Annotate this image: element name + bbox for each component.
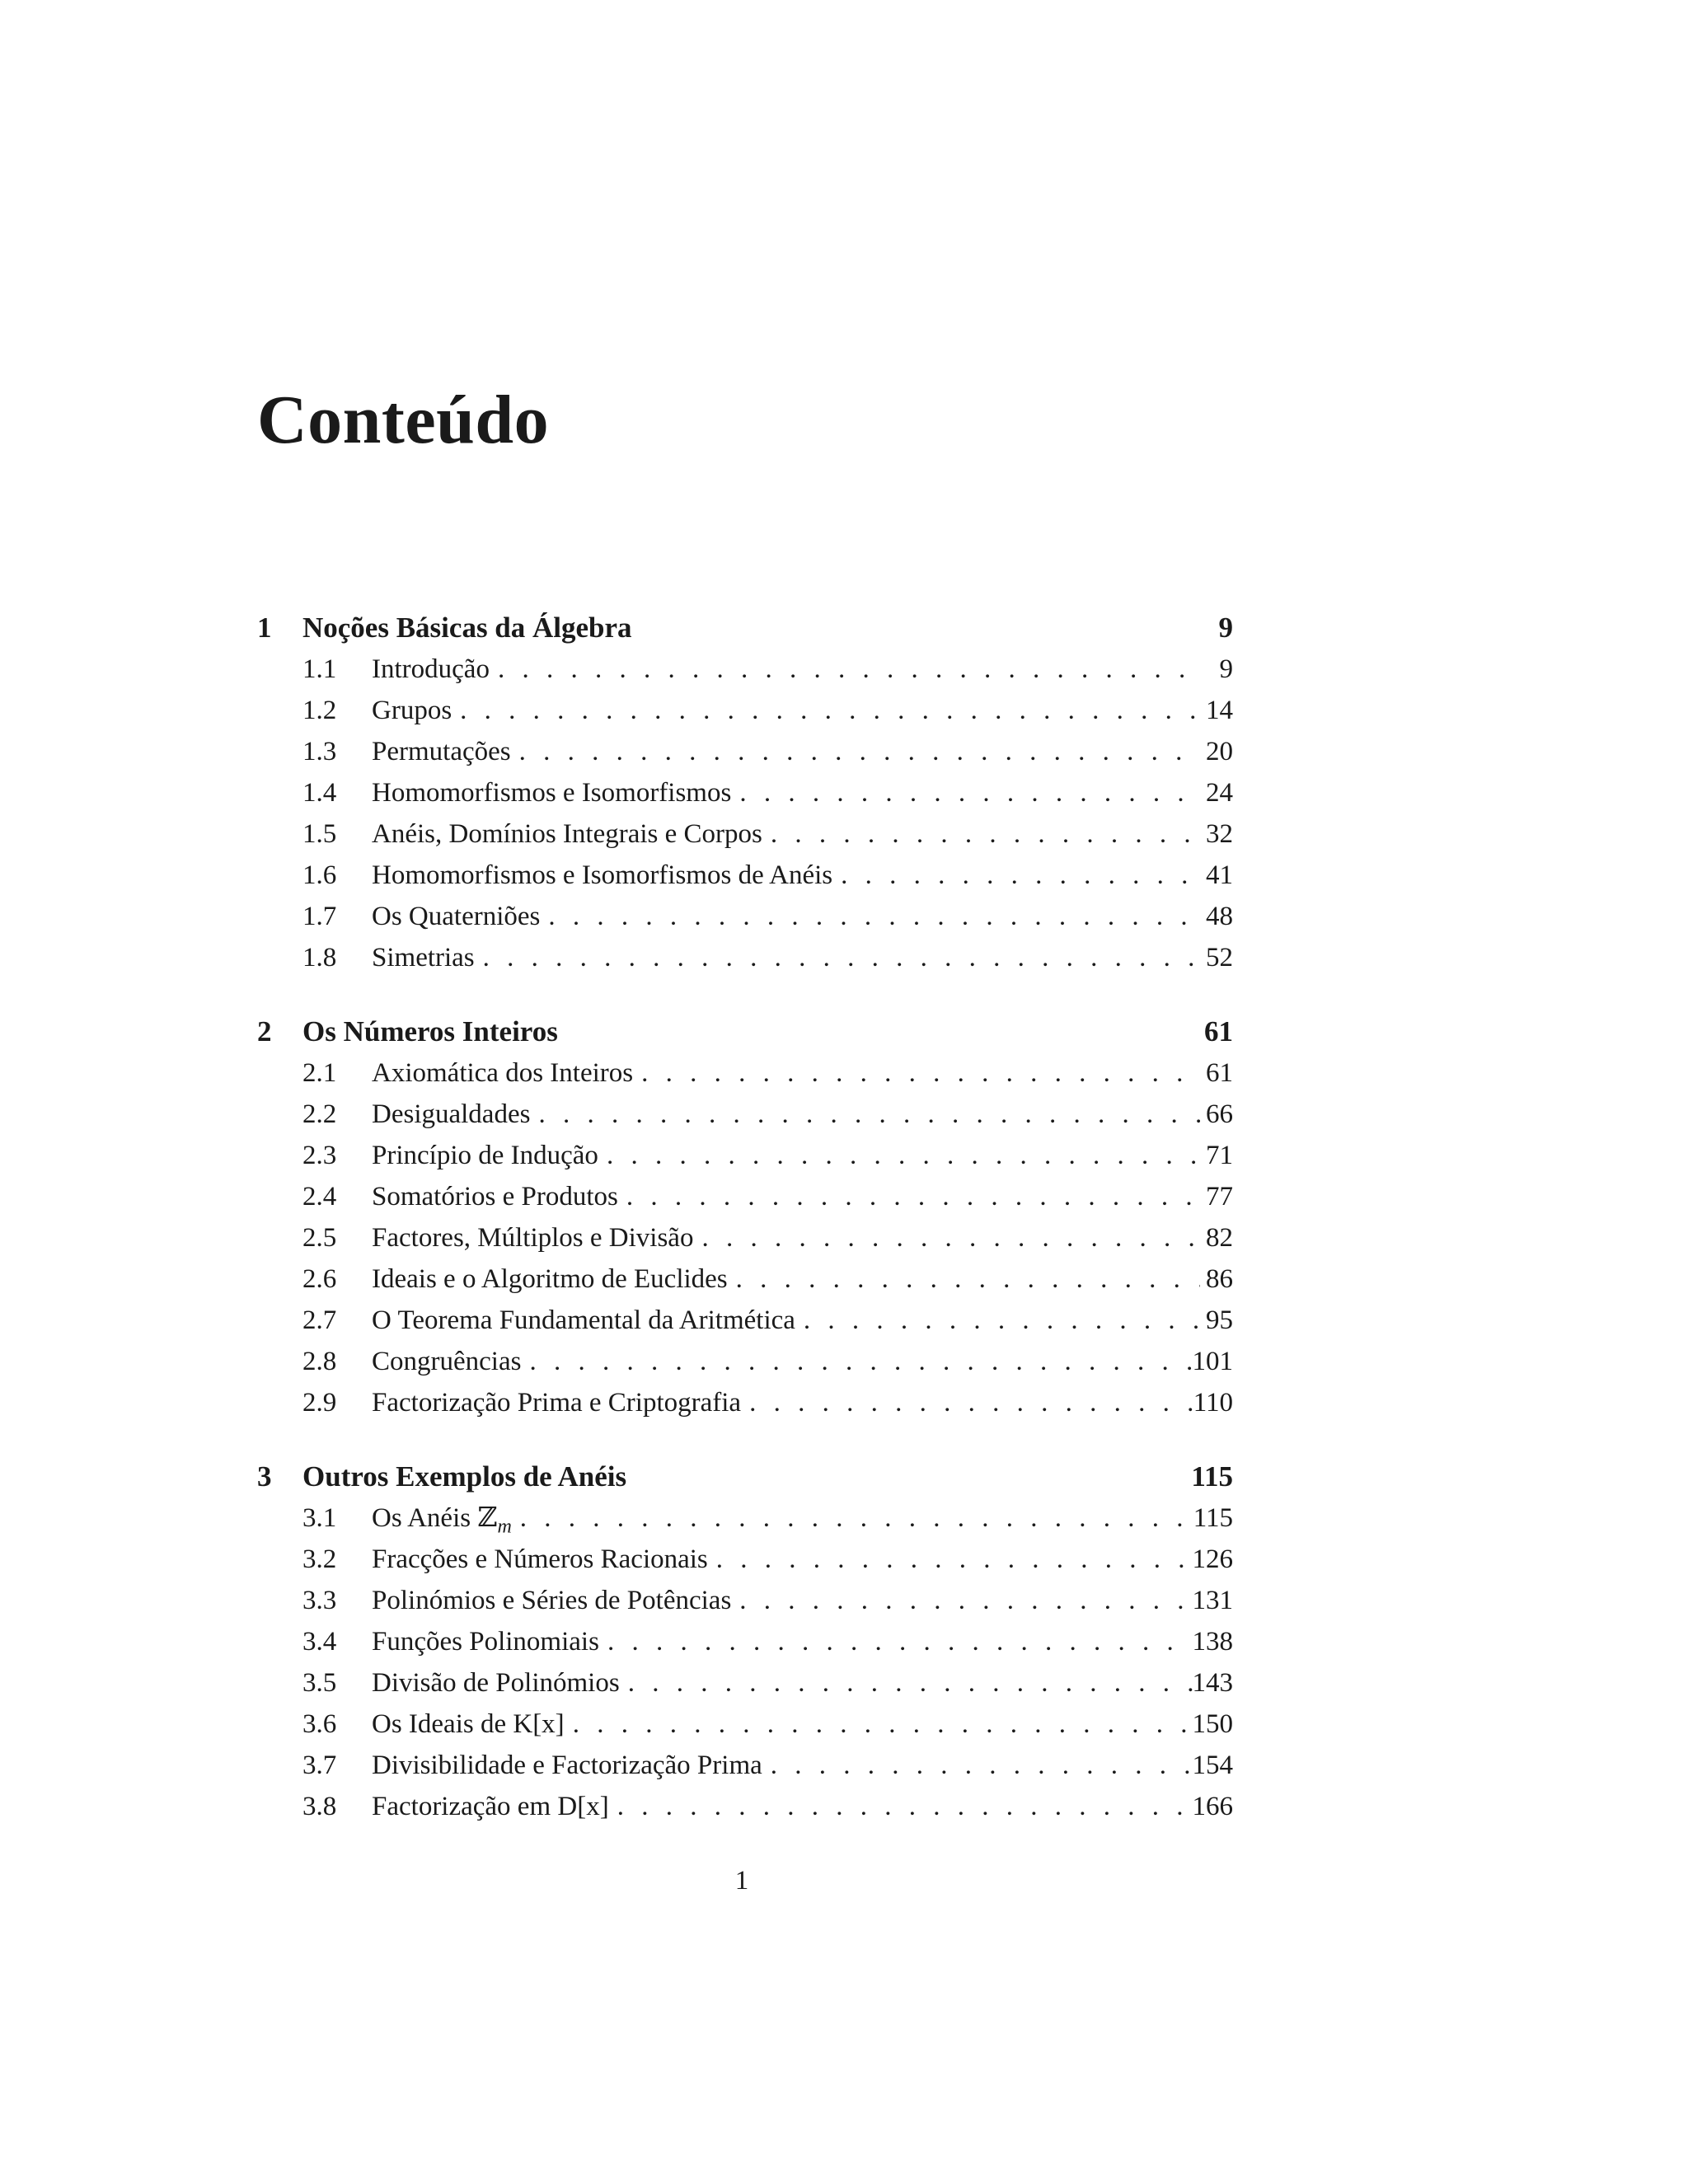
section-title: Os Ideais de K[x]	[372, 1709, 565, 1739]
section-number: 2.5	[302, 1223, 337, 1253]
toc-section-entry[interactable]	[302, 1497, 1233, 1539]
dot-leader	[607, 1135, 1200, 1176]
section-title: Grupos	[372, 696, 452, 725]
dot-leader	[641, 1052, 1200, 1094]
toc-section-entry[interactable]	[302, 1135, 1233, 1176]
section-page: 24	[1206, 778, 1233, 808]
section-title: Funções Polinomiais	[372, 1627, 599, 1657]
dot-leader	[498, 649, 1200, 690]
toc-section-entry[interactable]	[302, 1539, 1233, 1580]
toc-section-entry[interactable]	[302, 1258, 1233, 1300]
chapter-page: 9	[1218, 612, 1233, 644]
section-number: 2.3	[302, 1141, 337, 1170]
section-title: Introdução	[372, 654, 490, 684]
toc-section-entry[interactable]	[302, 896, 1233, 937]
chapter-title: Noções Básicas da Álgebra	[302, 612, 632, 644]
section-title: Divisão de Polinómios	[372, 1668, 620, 1698]
section-page: 82	[1206, 1223, 1233, 1253]
section-title: Somatórios e Produtos	[372, 1182, 618, 1212]
dot-leader	[607, 1621, 1193, 1662]
toc-section-entry[interactable]	[302, 1217, 1233, 1258]
section-number: 3.5	[302, 1668, 337, 1698]
chapter-number: 3	[257, 1460, 272, 1493]
section-number: 3.3	[302, 1586, 337, 1615]
section-title: Ideais e o Algoritmo de Euclides	[372, 1264, 728, 1294]
section-page: 9	[1219, 654, 1233, 684]
section-title: Desigualdades	[372, 1099, 531, 1129]
section-title: Factorização em D[x]	[372, 1792, 609, 1821]
toc-section-entry[interactable]	[302, 1662, 1233, 1704]
dot-leader	[460, 690, 1200, 731]
section-number: 1.3	[302, 737, 337, 766]
toc-section-entry[interactable]	[302, 1300, 1233, 1341]
section-title: Axiomática dos Inteiros	[372, 1058, 634, 1088]
dot-leader	[701, 1217, 1200, 1258]
section-number: 1.2	[302, 696, 337, 725]
section-page: 66	[1206, 1099, 1233, 1129]
section-page: 61	[1206, 1058, 1233, 1088]
section-number: 1.7	[302, 902, 337, 931]
dot-leader	[771, 813, 1200, 855]
dot-leader	[716, 1539, 1193, 1580]
dot-leader	[617, 1786, 1193, 1827]
section-page: 77	[1206, 1182, 1233, 1212]
section-title: Factorização Prima e Criptografia	[372, 1388, 742, 1418]
section-page: 86	[1206, 1264, 1233, 1294]
section-title: Congruências	[372, 1347, 522, 1376]
section-page: 131	[1192, 1586, 1233, 1615]
section-title-text: Os Anéis ℤ	[372, 1503, 498, 1533]
section-title: Permutações	[372, 737, 511, 766]
section-page: 138	[1192, 1627, 1233, 1657]
toc-section-entry[interactable]	[302, 1704, 1233, 1745]
toc-section-entry[interactable]	[302, 772, 1233, 813]
subscript: m	[497, 1516, 512, 1538]
toc-section-entry[interactable]	[302, 813, 1233, 855]
section-page: 126	[1192, 1544, 1233, 1574]
toc-section-entry[interactable]	[302, 1786, 1233, 1827]
chapter-title: Os Números Inteiros	[302, 1015, 558, 1047]
section-page: 166	[1192, 1792, 1233, 1821]
section-number: 1.4	[302, 778, 337, 808]
section-number: 2.9	[302, 1388, 337, 1418]
dot-leader	[483, 937, 1200, 978]
toc-section-entry[interactable]	[302, 690, 1233, 731]
dot-leader	[749, 1382, 1193, 1423]
toc-section-entry[interactable]	[302, 1052, 1233, 1094]
section-page: 150	[1192, 1709, 1233, 1739]
section-page: 41	[1206, 860, 1233, 890]
dot-leader	[529, 1341, 1192, 1382]
toc-section-entry[interactable]	[302, 649, 1233, 690]
chapter-heading[interactable]	[257, 1011, 1233, 1052]
dot-leader	[771, 1745, 1193, 1786]
section-page: 71	[1206, 1141, 1233, 1170]
section-title: Homomorfismos e Isomorfismos de Anéis	[372, 860, 833, 890]
dot-leader	[841, 855, 1200, 896]
section-title: Factores, Múltiplos e Divisão	[372, 1223, 694, 1253]
section-page: 115	[1193, 1503, 1233, 1533]
page-number: 1	[734, 1866, 749, 1896]
toc-section-entry[interactable]	[302, 1621, 1233, 1662]
section-number: 3.8	[302, 1792, 337, 1821]
dot-leader	[548, 896, 1200, 937]
toc-section-entry[interactable]	[302, 855, 1233, 896]
section-number: 2.8	[302, 1347, 337, 1376]
section-title: Simetrias	[372, 943, 475, 972]
section-page: 14	[1206, 696, 1233, 725]
section-title: Princípio de Indução	[372, 1141, 598, 1170]
section-number: 2.2	[302, 1099, 337, 1129]
section-page: 154	[1192, 1750, 1233, 1780]
dot-leader	[573, 1704, 1193, 1745]
section-number: 3.6	[302, 1709, 337, 1739]
toc-section-entry[interactable]	[302, 1341, 1233, 1382]
chapter-page: 61	[1204, 1015, 1233, 1047]
dot-leader	[739, 772, 1200, 813]
section-number: 3.7	[302, 1750, 337, 1780]
dot-leader	[736, 1258, 1200, 1300]
section-number: 2.1	[302, 1058, 337, 1088]
section-number: 2.4	[302, 1182, 337, 1212]
section-page: 101	[1192, 1347, 1233, 1376]
toc-section-entry[interactable]	[302, 1745, 1233, 1786]
toc-section-entry[interactable]	[302, 1382, 1233, 1423]
section-number: 1.8	[302, 943, 337, 972]
section-page: 95	[1206, 1305, 1233, 1335]
dot-leader	[626, 1176, 1200, 1217]
chapter-title: Outros Exemplos de Anéis	[302, 1460, 627, 1493]
toc-section-entry[interactable]	[302, 1176, 1233, 1217]
section-number: 3.1	[302, 1503, 337, 1533]
dot-leader	[538, 1094, 1200, 1135]
section-number: 1.6	[302, 860, 337, 890]
dot-leader	[628, 1662, 1193, 1704]
section-title: O Teorema Fundamental da Aritmética	[372, 1305, 795, 1335]
dot-leader	[804, 1300, 1200, 1341]
section-page: 52	[1206, 943, 1233, 972]
section-number: 2.7	[302, 1305, 337, 1335]
toc-section-entry[interactable]	[302, 731, 1233, 772]
section-title: Divisibilidade e Factorização Prima	[372, 1750, 762, 1780]
toc-section-entry[interactable]	[302, 1094, 1233, 1135]
section-title: Fracções e Números Racionais	[372, 1544, 708, 1574]
section-number: 3.4	[302, 1627, 337, 1657]
toc-section-entry[interactable]	[302, 937, 1233, 978]
chapter-heading[interactable]	[257, 1456, 1233, 1497]
section-page: 32	[1206, 819, 1233, 849]
chapter-page: 115	[1191, 1460, 1233, 1493]
section-page: 20	[1206, 737, 1233, 766]
section-title: Os Quaterniões	[372, 902, 541, 931]
chapter-heading[interactable]	[257, 607, 1233, 649]
section-title: Polinómios e Séries de Potências	[372, 1586, 732, 1615]
dot-leader	[520, 1497, 1193, 1539]
section-page: 110	[1193, 1388, 1233, 1418]
section-title: Homomorfismos e Isomorfismos	[372, 778, 732, 808]
section-page: 48	[1206, 902, 1233, 931]
section-page: 143	[1192, 1668, 1233, 1698]
dot-leader	[739, 1580, 1192, 1621]
section-number: 1.1	[302, 654, 337, 684]
page-title: Conteúdo	[257, 382, 550, 458]
section-number: 3.2	[302, 1544, 337, 1574]
section-title: Anéis, Domínios Integrais e Corpos	[372, 819, 762, 849]
section-number: 2.6	[302, 1264, 337, 1294]
chapter-number: 2	[257, 1015, 272, 1047]
toc-section-entry[interactable]	[302, 1580, 1233, 1621]
dot-leader	[519, 731, 1200, 772]
section-number: 1.5	[302, 819, 337, 849]
chapter-number: 1	[257, 612, 272, 644]
